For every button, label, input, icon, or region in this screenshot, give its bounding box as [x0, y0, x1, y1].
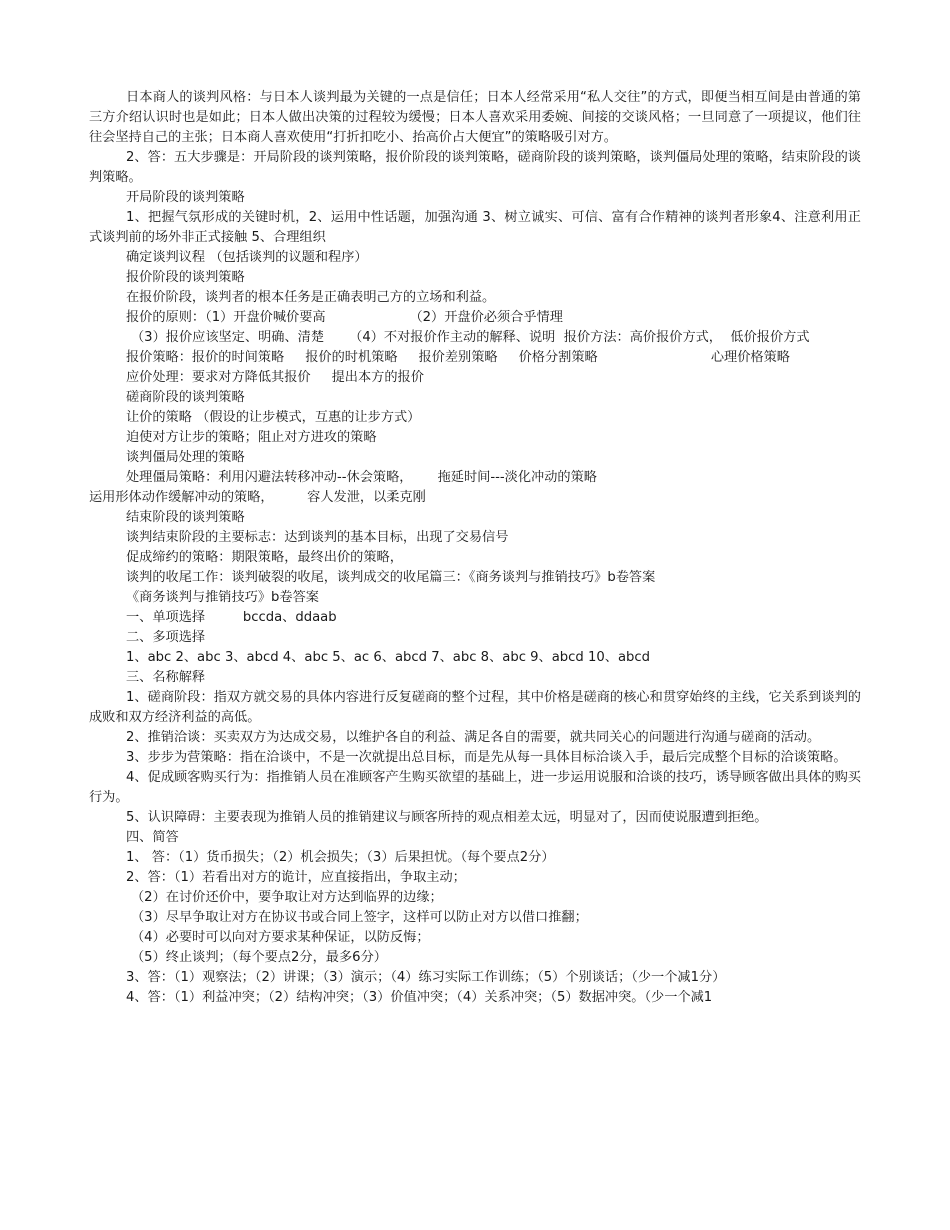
- heading-opening-strategy: 开局阶段的谈判策略: [126, 190, 245, 205]
- heading-answer-key: 《商务谈判与推销技巧》b卷答案: [126, 590, 319, 605]
- paragraph-answer-2-item-4: （4）必要时可以向对方要求某种保证，以防反悔；: [131, 930, 430, 945]
- paragraph-closing-work: 谈判的收尾工作：谈判破裂的收尾，谈判成交的收尾篇三：《商务谈判与推销技巧》b卷答案: [126, 570, 656, 585]
- paragraph-japanese-style: 日本商人的谈判风格：与日本人谈判最为关键的一点是信任；日本人经常采用“私人交往”的方式，即便当相互间是由普通的第三方介绍认识时也是如此；日本人做出决策的过程较为缓慢；日本人喜欢采用委婉、间接的交谈风格；一旦同意了一项提议，他们往往会坚持自己的主张；日本商人喜欢使用“打折扣吃小、抬高价占大便宜”的策略吸引对方。: [89, 90, 861, 145]
- paragraph-term-1: 1、磋商阶段：指双方就交易的具体内容进行反复磋商的整个过程，其中价格是磋商的核心和贯穿始终的主线，它关系到谈判的成败和双方经济利益的高低。: [89, 690, 861, 725]
- paragraph-quote-task: 在报价阶段，谈判者的根本任务是正确表明己方的立场和利益。: [126, 290, 496, 305]
- heading-short-answer: 四、简答: [126, 830, 179, 845]
- paragraph-quote-tactics: 报价策略：报价的时间策略 报价的时机策略 报价差别策略 价格分割策略 心理价格策略: [126, 350, 790, 365]
- heading-closing-strategy: 结束阶段的谈判策略: [126, 510, 245, 525]
- paragraph-deadlock-handling: 处理僵局策略：利用闪避法转移冲动--休会策略， 拖延时间---淡化冲动的策略: [126, 470, 597, 485]
- paragraph-term-3: 3、步步为营策略：指在洽谈中，不是一次就提出总目标，而是先从每一具体目标洽谈入手，最后完成整个目标的洽谈策略。: [126, 750, 847, 765]
- paragraph-closing-tactics: 促成缔约的策略：期限策略，最终出价的策略，: [126, 550, 403, 565]
- heading-term-explanation: 三、名称解释: [126, 670, 206, 685]
- paragraph-answer-2-item-5: （5）终止谈判；（每个要点2分，最多6分）: [131, 950, 387, 965]
- paragraph-concession: 让价的策略 （假设的让步模式，互惠的让步方式）: [126, 410, 421, 425]
- paragraph-deadlock-handling-cont: 运用形体动作缓解冲动的策略， 容人发泄，以柔克刚: [89, 490, 426, 505]
- paragraph-quote-principles: 报价的原则：（1）开盘价喊价要高 （2）开盘价必须合乎情理: [126, 310, 563, 325]
- paragraph-term-2: 2、推销洽谈：买卖双方为达成交易，以维护各自的利益、满足各自的需要，就共同关心的问题进行沟通与磋商的活动。: [126, 730, 821, 745]
- paragraph-counter-offer: 应价处理：要求对方降低其报价 提出本方的报价: [126, 370, 424, 385]
- paragraph-answer-2-item-3: （3）尽早争取让对方在协议书或合同上签字，这样可以防止对方以借口推翻；: [131, 910, 588, 925]
- paragraph-answer-3: 3、答：（1）观察法；（2）讲课；（3）演示；（4）练习实际工作训练；（5）个别谈话；（少一个减1分）: [126, 970, 726, 985]
- heading-bargain-strategy: 磋商阶段的谈判策略: [126, 390, 245, 405]
- paragraph-agenda: 确定谈判议程 （包括谈判的议题和程序）: [126, 250, 368, 265]
- document-body: [89, 88, 861, 1008]
- paragraph-term-4: 4、促成顾客购买行为：指推销人员在准顾客产生购买欲望的基础上，进一步运用说服和洽谈的技巧，诱导顾客做出具体的购买行为。: [89, 770, 861, 805]
- paragraph-single-choice: 一、单项选择 bccda、ddaab: [126, 610, 337, 625]
- paragraph-answer-2-item-2: （2）在讨价还价中，要争取让对方达到临界的边缘；: [131, 890, 443, 905]
- paragraph-answer-1: 1、 答：（1）货币损失；（2）机会损失；（3）后果担忧。（每个要点2分）: [126, 850, 555, 865]
- paragraph-multiple-choice-answers: 1、abc 2、abc 3、abcd 4、abc 5、ac 6、abcd 7、abc 8、abc 9、abcd 10、abcd: [126, 650, 651, 665]
- paragraph-answer-4: 4、答：（1）利益冲突；（2）结构冲突；（3）价值冲突；（4）关系冲突；（5）数据冲突。（少一个减1: [126, 990, 713, 1005]
- paragraph-five-steps: 2、答：五大步骤是：开局阶段的谈判策略，报价阶段的谈判策略，磋商阶段的谈判策略，谈判僵局处理的策略，结束阶段的谈判策略。: [89, 150, 861, 185]
- paragraph-closing-signs: 谈判结束阶段的主要标志：达到谈判的基本目标，出现了交易信号: [126, 530, 509, 545]
- paragraph-force-concession: 迫使对方让步的策略；阻止对方进攻的策略: [126, 430, 377, 445]
- paragraph-answer-2: 2、答：（1）若看出对方的诡计，应直接指出，争取主动；: [126, 870, 466, 885]
- heading-multiple-choice: 二、多项选择: [126, 630, 206, 645]
- paragraph-term-5: 5、认识障碍：主要表现为推销人员的推销建议与顾客所持的观点相差太远，明显对了，因而使说服遭到拒绝。: [126, 810, 768, 825]
- paragraph-quote-principles-cont: （3）报价应该坚定、明确、清楚 （4）不对报价作主动的解释、说明 报价方法：高价报价方式， 低价报价方式: [131, 330, 810, 345]
- heading-quote-strategy: 报价阶段的谈判策略: [126, 270, 245, 285]
- paragraph-opening-points: 1、把握气氛形成的关键时机，2、运用中性话题，加强沟通 3、树立诚实、可信、富有合作精神的谈判者形象4、注意利用正式谈判前的场外非正式接触 5、合理组织: [89, 210, 861, 245]
- heading-deadlock-strategy: 谈判僵局处理的策略: [126, 450, 245, 465]
